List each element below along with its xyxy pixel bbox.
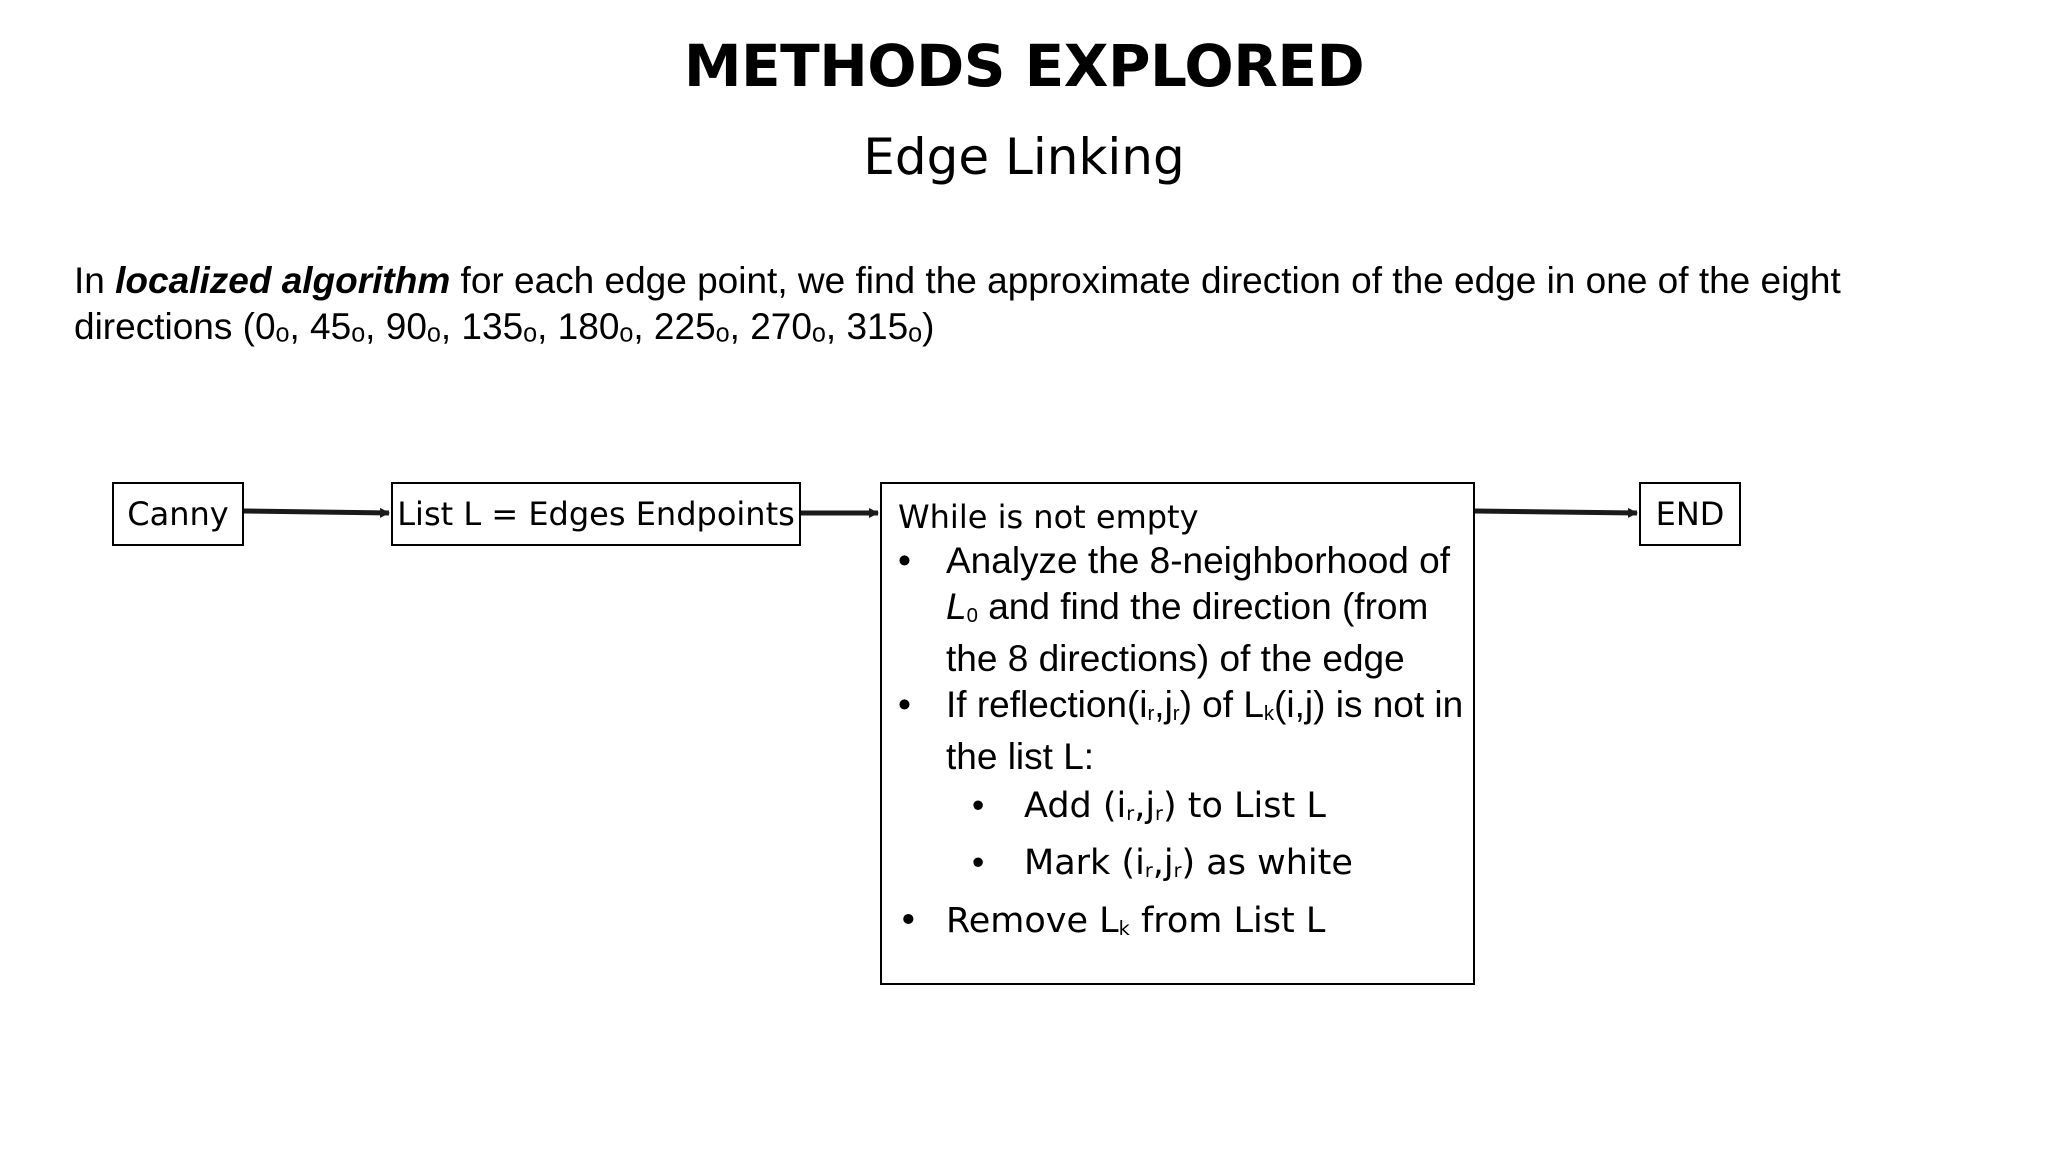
slide-subtitle: Edge Linking (863, 128, 1185, 186)
node-while-loop (880, 482, 1475, 985)
bullet-dot: • (898, 540, 911, 581)
intro-emphasis: localized algorithm (115, 260, 451, 301)
node-end-label: END (1655, 495, 1725, 533)
loop-subbullet-mark: • Mark $(i_r,j_r)$ as white (898, 837, 1473, 894)
intro-prefix: In (74, 260, 116, 301)
loop-bullet-if-reflection: • If $reflection(i_r,j_r)$ of $L_k(i,j)$ is not in the list L: (898, 684, 1464, 777)
bullet-dot: • (898, 684, 911, 725)
loop-subbullet-add: • Add $(i_r,j_r)$ to List L (898, 780, 1473, 837)
node-end (1639, 482, 1741, 546)
bullet-dot: • (972, 786, 985, 825)
slide-title: METHODS EXPLORED (683, 32, 1365, 100)
node-list-label: List L = Edges Endpoints (397, 495, 795, 533)
arrow-canny-to-list (244, 511, 389, 513)
intro-suffix: for each edge point, we find the approximate direction of the edge in one of the eight directions (0ₒ, 45ₒ, 90ₒ, 135ₒ, 180ₒ, 225ₒ, 270ₒ, 315ₒ) (74, 260, 1841, 347)
node-canny (112, 482, 244, 546)
loop-bullet-analyze: • Analyze the 8-neighborhood of $L_0$ and find the direction (from the 8 directions) of the edge (898, 540, 1450, 679)
node-canny-label: Canny (127, 495, 229, 533)
bullet-dot: • (972, 843, 985, 882)
arrow-loop-to-end (1475, 511, 1637, 513)
loop-bullet-remove: • Remove $L_k$ from List L (898, 894, 1473, 953)
loop-heading: While is not empty (898, 498, 1199, 536)
node-list-endpoints (391, 482, 801, 546)
bullet-dot: • (898, 901, 919, 941)
